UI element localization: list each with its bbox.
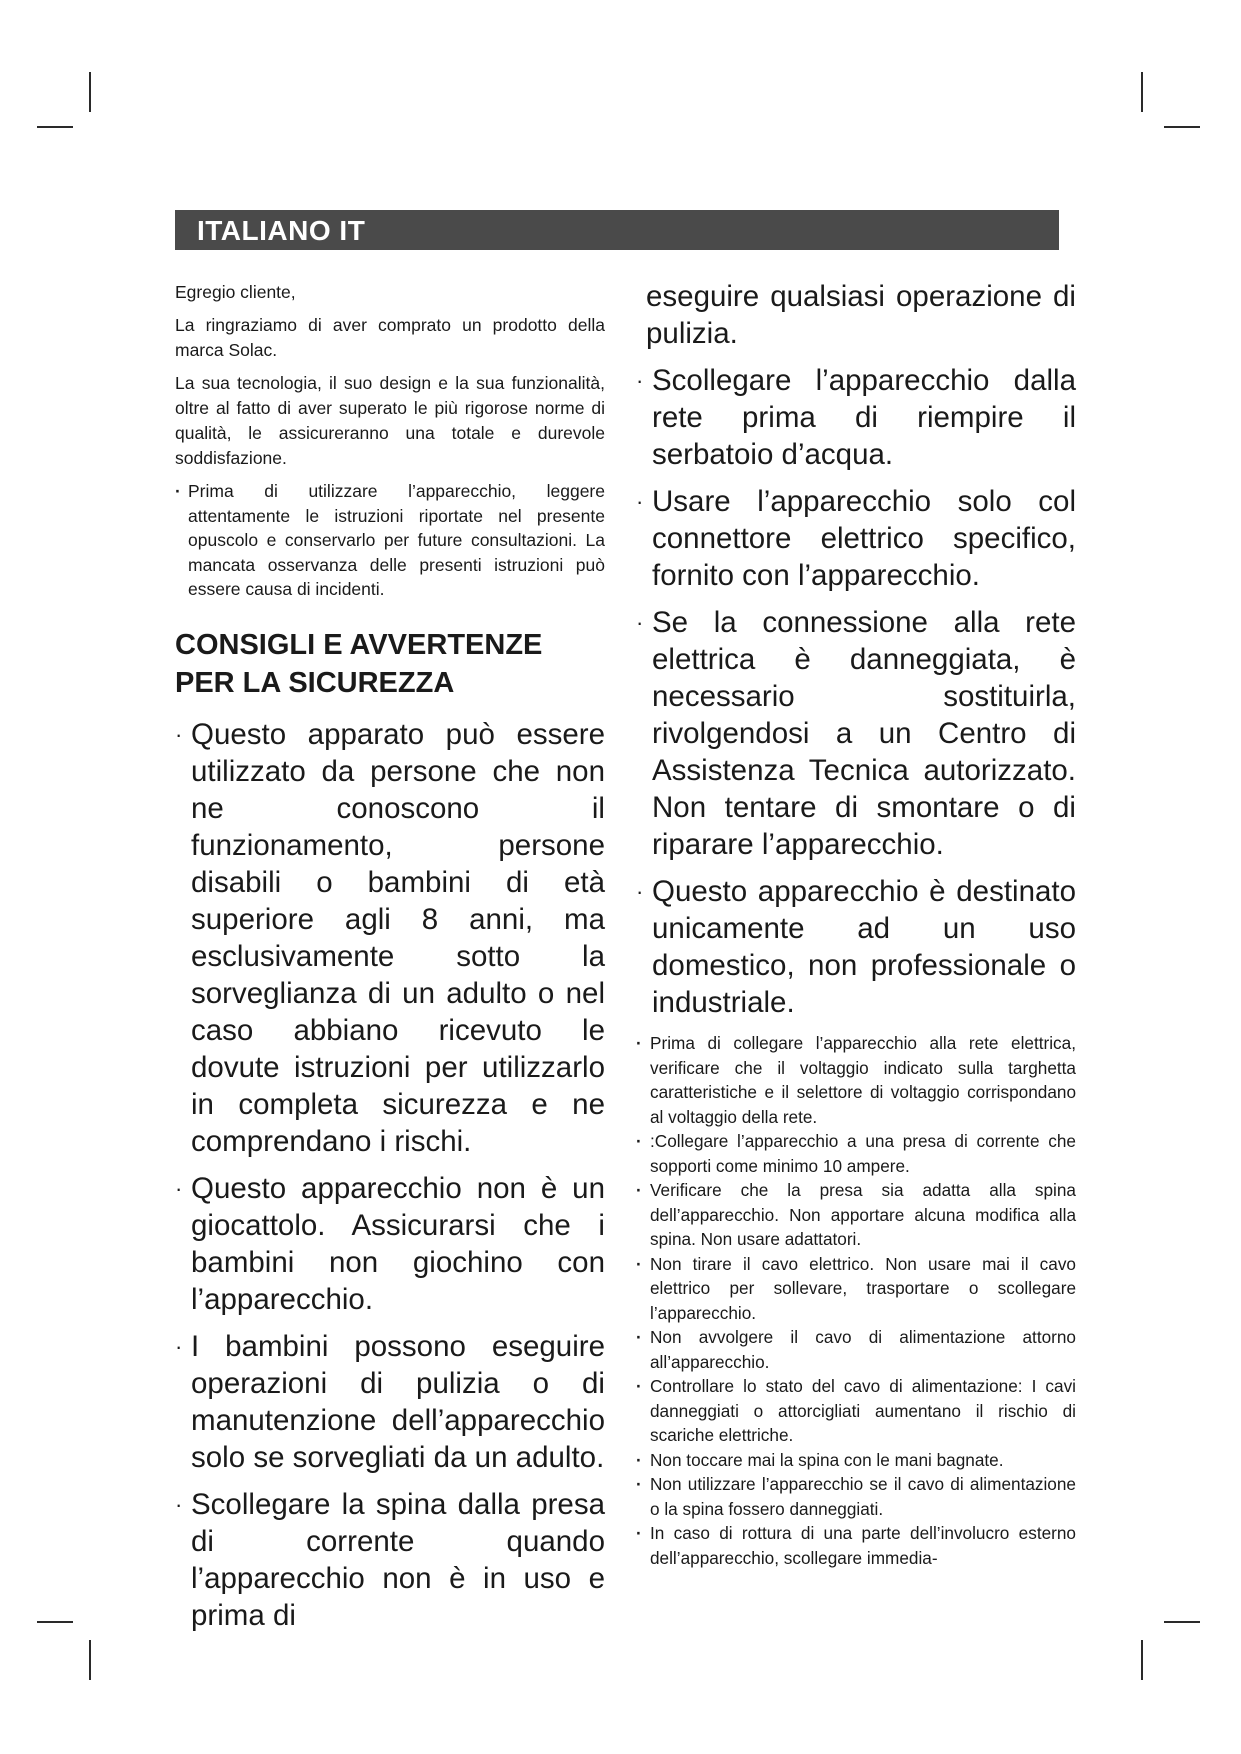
- crop-mark-bottom-left-vertical: [89, 1640, 91, 1680]
- intro-bullet: · Prima di utilizzare l’apparecchio, leggere attentamente le istruzioni riportate nel presente opuscolo e conservarlo per future consultazioni. La mancata osservanza delle presenti istruzioni può essere causa di incidenti.: [175, 479, 605, 602]
- list-item: · Controllare lo stato del cavo di alimentazione: I cavi danneggiati o attorcigliati aumentano il rischio di scariche elettriche.: [636, 1374, 1076, 1448]
- list-item: · Non utilizzare l’apparecchio se il cavo di alimentazione o la spina fossero danneggiati.: [636, 1472, 1076, 1521]
- list-item: · Non tirare il cavo elettrico. Non usare mai il cavo elettrico per sollevare, trasportare o scollegare l’apparecchio.: [636, 1252, 1076, 1326]
- list-item: · Non avvolgere il cavo di alimentazione attorno all’apparecchio.: [636, 1325, 1076, 1374]
- right-column: [636, 278, 1076, 1570]
- greeting: Egregio cliente,: [175, 282, 296, 302]
- crop-mark-top-left-horizontal: [37, 126, 73, 128]
- list-item: · In caso di rottura di una parte dell’involucro esterno dell’apparecchio, scollegare immedia-: [636, 1521, 1076, 1570]
- list-item: · :Collegare l’apparecchio a una presa di corrente che sopporti come minimo 10 ampere.: [636, 1129, 1076, 1178]
- list-item: · Scollegare la spina dalla presa di corrente quando l’apparecchio non è in uso e prima di: [175, 1486, 605, 1634]
- list-item: · Questo apparecchio è destinato unicamente ad un uso domestico, non professionale o industriale.: [636, 873, 1076, 1021]
- list-item: · Scollegare l’apparecchio dalla rete prima di riempire il serbatoio d’acqua.: [636, 362, 1076, 473]
- list-item: · Verificare che la presa sia adatta alla spina dell’apparecchio. Non apportare alcuna modifica alla spina. Non usare adattatori.: [636, 1178, 1076, 1252]
- list-item: · I bambini possono eseguire operazioni di pulizia o di manutenzione dell’apparecchio solo se sorvegliati da un adulto.: [175, 1328, 605, 1476]
- list-item: · Questo apparato può essere utilizzato da persone che non ne conoscono il funzionamento, persone disabili o bambini di età superiore agli 8 anni, ma esclusivamente sotto la sorveglianza di un adulto o nel caso abbiano ricevuto le dovute istruzioni per utilizzarlo in completa sicurezza e ne comprendano i rischi.: [175, 716, 605, 1160]
- list-item: · Usare l’apparecchio solo col connettore elettrico specifico, fornito con l’apparecchio.: [636, 483, 1076, 594]
- crop-mark-bottom-right-vertical: [1141, 1640, 1143, 1680]
- crop-mark-bottom-left-horizontal: [37, 1621, 73, 1623]
- crop-mark-bottom-right-horizontal: [1164, 1621, 1200, 1623]
- left-column: [175, 280, 605, 1644]
- continuation-text: eseguire qualsiasi operazione di pulizia.: [646, 280, 1076, 350]
- list-item: · Prima di collegare l’apparecchio alla rete elettrica, verificare che il voltaggio indicato sulla targhetta caratteristiche e il selettore di voltaggio corrispondano al voltaggio della rete.: [636, 1031, 1076, 1129]
- list-item: · Se la connessione alla rete elettrica è danneggiata, è necessario sostituirla, rivolgendosi a un Centro di Assistenza Tecnica autorizzato. Non tentare di smontare o di riparare l’apparecchio.: [636, 604, 1076, 863]
- crop-mark-top-left-vertical: [89, 72, 91, 112]
- section-title: CONSIGLI E AVVERTENZE PER LA SICUREZZA: [175, 628, 543, 699]
- intro-paragraph-2: La sua tecnologia, il suo design e la sua funzionalità, oltre al fatto di aver superato le più rigorose norme di qualità, le assicureranno una totale e durevole soddisfazione.: [175, 373, 605, 468]
- crop-mark-top-right-horizontal: [1164, 126, 1200, 128]
- crop-mark-top-right-vertical: [1141, 72, 1143, 112]
- language-header: ITALIANO IT: [175, 210, 1059, 250]
- intro-paragraph-1: La ringraziamo di aver comprato un prodotto della marca Solac.: [175, 315, 605, 360]
- list-item: · Questo apparecchio non è un giocattolo. Assicurarsi che i bambini non giochino con l’apparecchio.: [175, 1170, 605, 1318]
- list-item: · Non toccare mai la spina con le mani bagnate.: [636, 1448, 1076, 1473]
